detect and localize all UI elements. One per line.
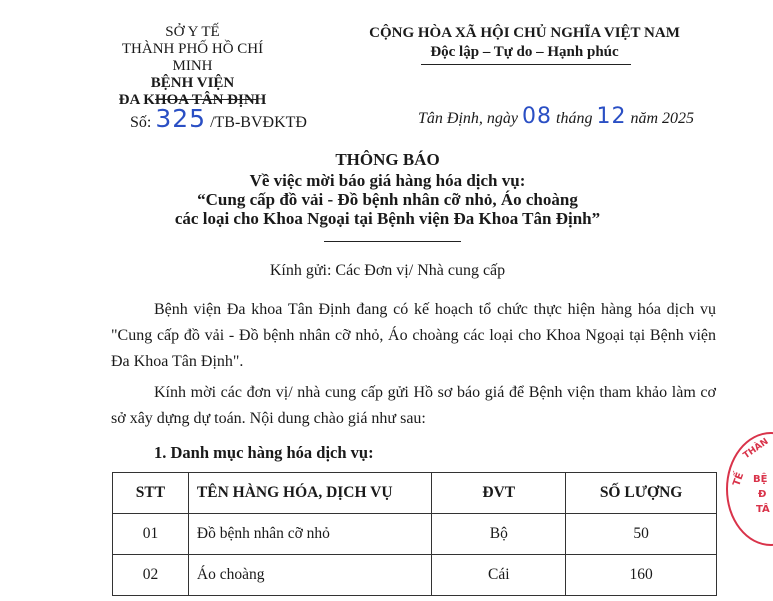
cell-stt: 02	[113, 555, 189, 596]
date-month-label: tháng	[556, 110, 593, 127]
table-header-row	[113, 473, 717, 514]
goods-table	[112, 472, 717, 596]
cell-name: Áo choàng	[188, 555, 432, 596]
title-line-2: Về việc mời báo giá hàng hóa dịch vụ:	[249, 171, 526, 190]
org-line-4: ĐA KHOA TÂN ĐỊNH	[118, 92, 267, 108]
date-year-label: năm 2025	[630, 110, 695, 127]
motto-underline	[421, 64, 631, 65]
cell-stt: 01	[113, 514, 189, 555]
document-date	[418, 104, 694, 129]
title-underline	[324, 241, 461, 242]
date-month-handwritten: 12	[596, 104, 627, 129]
header-stt: STT	[113, 473, 189, 514]
header-unit: ĐVT	[432, 473, 566, 514]
title-line-1: THÔNG BÁO	[335, 150, 440, 169]
official-stamp	[726, 432, 773, 546]
title-line-3: “Cung cấp đồ vải - Đồ bệnh nhân cỡ nhỏ, Áo choàng	[197, 190, 578, 209]
national-heading	[352, 24, 697, 62]
doc-number-handwritten: 325	[155, 104, 207, 133]
stamp-text-5: TÂ	[756, 504, 770, 515]
doc-number-prefix: Số:	[130, 114, 152, 131]
recipient-line: Kính gửi: Các Đơn vị/ Nhà cung cấp	[269, 262, 506, 279]
title-line-4: các loại cho Khoa Ngoại tại Bệnh viện Đa Khoa Tân Định”	[174, 209, 601, 228]
org-line-3: BỆNH VIỆN	[150, 75, 235, 91]
document-number	[130, 104, 307, 133]
header-quantity: SỐ LƯỢNG	[566, 473, 717, 514]
cell-quantity: 50	[566, 514, 717, 555]
table-row	[113, 555, 717, 596]
cell-quantity: 160	[566, 555, 717, 596]
org-underline	[155, 99, 258, 100]
org-line-2: THÀNH PHỐ HỒ CHÍ MINH	[121, 41, 264, 74]
header-name: TÊN HÀNG HÓA, DỊCH VỤ	[188, 473, 432, 514]
stamp-text-3: BỆ	[753, 474, 768, 485]
issuing-organization	[105, 24, 280, 109]
table-row	[113, 514, 717, 555]
cell-unit: Bộ	[432, 514, 566, 555]
date-day-handwritten: 08	[522, 104, 552, 129]
stamp-text-2: THÀN	[741, 436, 771, 462]
section-heading: 1. Danh mục hàng hóa dịch vụ:	[154, 443, 374, 462]
stamp-text-1: TẾ	[731, 471, 747, 488]
nation-line-1: CỘNG HÒA XÃ HỘI CHỦ NGHĨA VIỆT NAM	[369, 25, 680, 41]
doc-number-suffix: /TB-BVĐKTĐ	[210, 114, 307, 131]
body-paragraph-1: Bệnh viện Đa khoa Tân Định đang có kế hoạch tổ chức thực hiện hàng hóa dịch vụ "Cung cấp đồ vải - Đồ bệnh nhân cỡ nhỏ, Áo choàng các loại cho Khoa Ngoại tại Bệnh viện Đa Khoa Tân Định".	[111, 301, 716, 370]
org-line-1: SỞ Y TẾ	[165, 24, 220, 40]
body-paragraph-2: Kính mời các đơn vị/ nhà cung cấp gửi Hồ sơ báo giá để Bệnh viện tham khảo làm cơ sở xây dựng dự toán. Nội dung chào giá như sau:	[111, 384, 716, 427]
cell-unit: Cái	[432, 555, 566, 596]
document-title	[120, 150, 655, 228]
cell-name: Đồ bệnh nhân cỡ nhỏ	[188, 514, 432, 555]
date-place: Tân Định, ngày	[418, 110, 518, 127]
nation-line-2: Độc lập – Tự do – Hạnh phúc	[430, 44, 619, 60]
stamp-text-4: Đ	[758, 489, 767, 500]
